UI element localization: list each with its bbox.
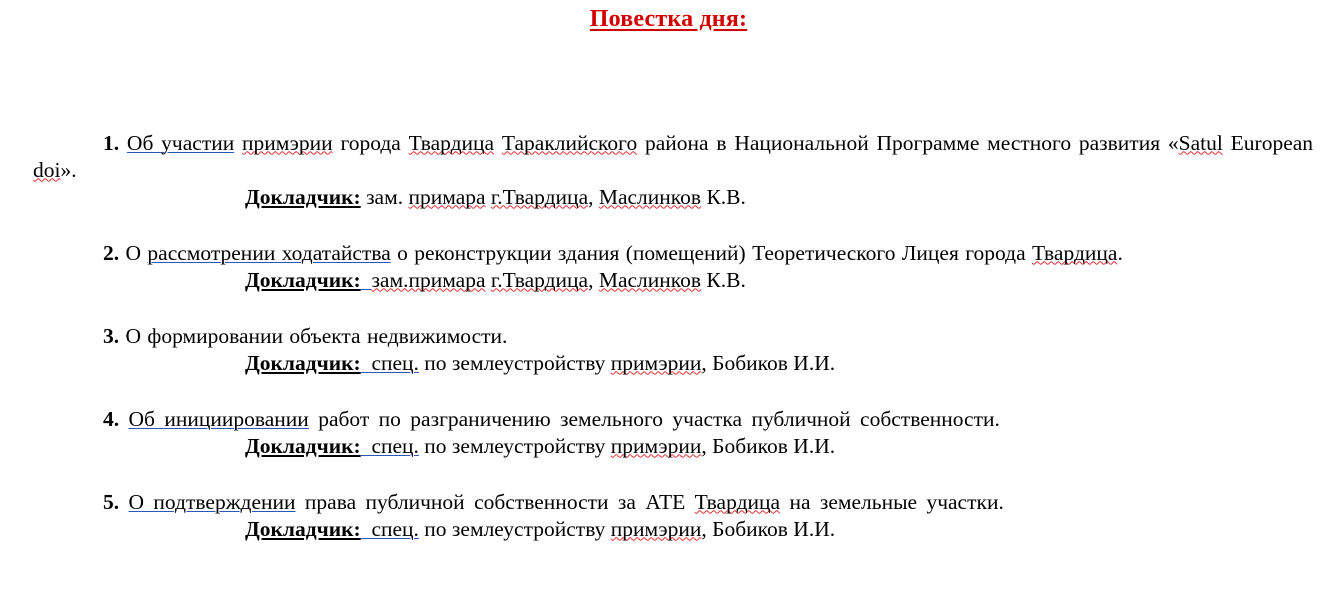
agenda-item-1-speaker-fragment-3: г.Твардица bbox=[490, 184, 589, 209]
agenda-item-5-speaker-fragment-4: , Бобиков И.И. bbox=[701, 516, 836, 541]
agenda-item-1-fragment-7: « bbox=[1167, 130, 1179, 155]
page-title: Повестка дня: bbox=[589, 6, 748, 32]
agenda-item-4-speaker-fragment-1: спец. bbox=[371, 433, 419, 458]
agenda-item-1 bbox=[33, 130, 1313, 211]
agenda-item-1-fragment-1: Об участии bbox=[126, 130, 235, 155]
agenda-item-3-speaker-fragment-4: , Бобиков И.И. bbox=[701, 350, 836, 375]
agenda-item-5-speaker-fragment-2: по землеустройству bbox=[424, 516, 606, 541]
agenda-item-1-speaker-fragment-5: Маслинков bbox=[598, 184, 702, 209]
agenda-item-3-text bbox=[33, 323, 1313, 350]
agenda-item-2-text bbox=[33, 240, 1313, 267]
agenda-item-2 bbox=[33, 240, 1313, 294]
agenda-item-1-speaker-fragment-1: зам. bbox=[366, 184, 404, 209]
agenda-item-5-fragment-4: на земельные участки. bbox=[789, 489, 1004, 514]
speaker-gap-5 bbox=[361, 516, 372, 543]
agenda-item-2-fragment-2: рассмотрении ходатайства bbox=[147, 240, 391, 265]
agenda-item-2-speaker-fragment-1: зам.примара bbox=[371, 267, 486, 292]
speaker-gap-2 bbox=[361, 267, 372, 294]
agenda-item-3-speaker bbox=[33, 350, 1313, 377]
agenda-item-4-speaker bbox=[33, 433, 1313, 460]
agenda-item-3-fragment-1: О формировании объекта недвижимости. bbox=[125, 323, 508, 348]
agenda-item-2-fragment-5: . bbox=[1117, 240, 1123, 265]
speaker-label-1: Докладчик: bbox=[245, 184, 361, 209]
agenda-item-4 bbox=[33, 406, 1313, 460]
agenda-item-5-speaker-fragment-3: примэрии bbox=[610, 516, 702, 541]
document-page bbox=[0, 6, 1337, 591]
agenda-item-2-speaker-fragment-4: Маслинков bbox=[598, 267, 702, 292]
agenda-item-3-speaker-fragment-2: по землеустройству bbox=[424, 350, 606, 375]
agenda-item-5-fragment-3: Твардица bbox=[694, 489, 781, 514]
agenda-item-1-fragment-8: Satul bbox=[1178, 130, 1223, 155]
agenda-item-5-fragment-2: права публичной собственности за АТЕ bbox=[304, 489, 686, 514]
agenda-item-2-speaker-fragment-5: К.В. bbox=[706, 267, 746, 292]
agenda-item-3-number: 3. bbox=[103, 323, 120, 348]
agenda-item-4-fragment-1: Об инициировании bbox=[128, 406, 309, 431]
agenda-item-2-speaker-fragment-3: , bbox=[588, 267, 594, 292]
agenda-item-1-fragment-5: Тараклийского bbox=[501, 130, 638, 155]
agenda-item-2-fragment-1: О bbox=[125, 240, 142, 265]
title-spacer bbox=[0, 34, 1337, 130]
speaker-gap-3 bbox=[361, 350, 372, 377]
agenda-item-1-number: 1. bbox=[103, 130, 120, 155]
agenda-item-2-speaker-fragment-2: г.Твардица bbox=[490, 267, 589, 292]
speaker-label-3: Докладчик: bbox=[245, 350, 361, 375]
speaker-label-4: Докладчик: bbox=[245, 433, 361, 458]
agenda-item-5-speaker bbox=[33, 516, 1313, 543]
agenda-item-5-text bbox=[33, 489, 1313, 516]
agenda-item-2-fragment-4: Твардица bbox=[1032, 240, 1118, 265]
agenda-item-3-speaker-fragment-1: спец. bbox=[371, 350, 419, 375]
agenda-item-2-number: 2. bbox=[103, 240, 120, 265]
agenda-item-4-speaker-fragment-3: примэрии bbox=[610, 433, 702, 458]
agenda-item-1-speaker-fragment-6: К.В. bbox=[706, 184, 746, 209]
agenda-item-5-fragment-1: О подтверждении bbox=[128, 489, 296, 514]
agenda-item-1-text bbox=[33, 130, 1313, 184]
agenda-item-3-speaker-fragment-3: примэрии bbox=[610, 350, 702, 375]
agenda-item-1-fragment-9: European bbox=[1230, 130, 1314, 155]
agenda-item-1-fragment-3: города bbox=[340, 130, 401, 155]
speaker-label-2: Докладчик: bbox=[245, 267, 361, 292]
agenda-item-1-speaker bbox=[33, 184, 1313, 211]
agenda-item-1-fragment-6: района в Национальной Программе местного развития bbox=[645, 130, 1161, 155]
agenda-item-4-speaker-fragment-2: по землеустройству bbox=[424, 433, 606, 458]
agenda-item-1-speaker-fragment-2: примара bbox=[408, 184, 486, 209]
agenda-item-1-fragment-11: ». bbox=[60, 157, 77, 182]
agenda-item-1-fragment-10: doi bbox=[33, 157, 61, 182]
agenda-item-5-number: 5. bbox=[103, 489, 120, 514]
agenda-item-5 bbox=[33, 489, 1313, 543]
agenda-item-1-fragment-2: примэрии bbox=[242, 130, 333, 155]
agenda-list bbox=[0, 130, 1337, 543]
agenda-item-4-fragment-2: работ по разграничению земельного участка публичной собственности. bbox=[318, 406, 1000, 431]
agenda-item-2-fragment-3: о реконструкции здания (помещений) Теоретического Лицея города bbox=[397, 240, 1026, 265]
agenda-item-3 bbox=[33, 323, 1313, 377]
agenda-item-1-speaker-fragment-4: , bbox=[588, 184, 594, 209]
speaker-gap-4 bbox=[361, 433, 372, 460]
agenda-item-4-speaker-fragment-4: , Бобиков И.И. bbox=[701, 433, 836, 458]
agenda-item-2-speaker bbox=[33, 267, 1313, 294]
agenda-item-4-number: 4. bbox=[103, 406, 120, 431]
speaker-label-5: Докладчик: bbox=[245, 516, 361, 541]
agenda-item-4-text bbox=[33, 406, 1313, 433]
agenda-item-5-speaker-fragment-1: спец. bbox=[371, 516, 419, 541]
agenda-item-1-fragment-4: Твардица bbox=[408, 130, 495, 155]
